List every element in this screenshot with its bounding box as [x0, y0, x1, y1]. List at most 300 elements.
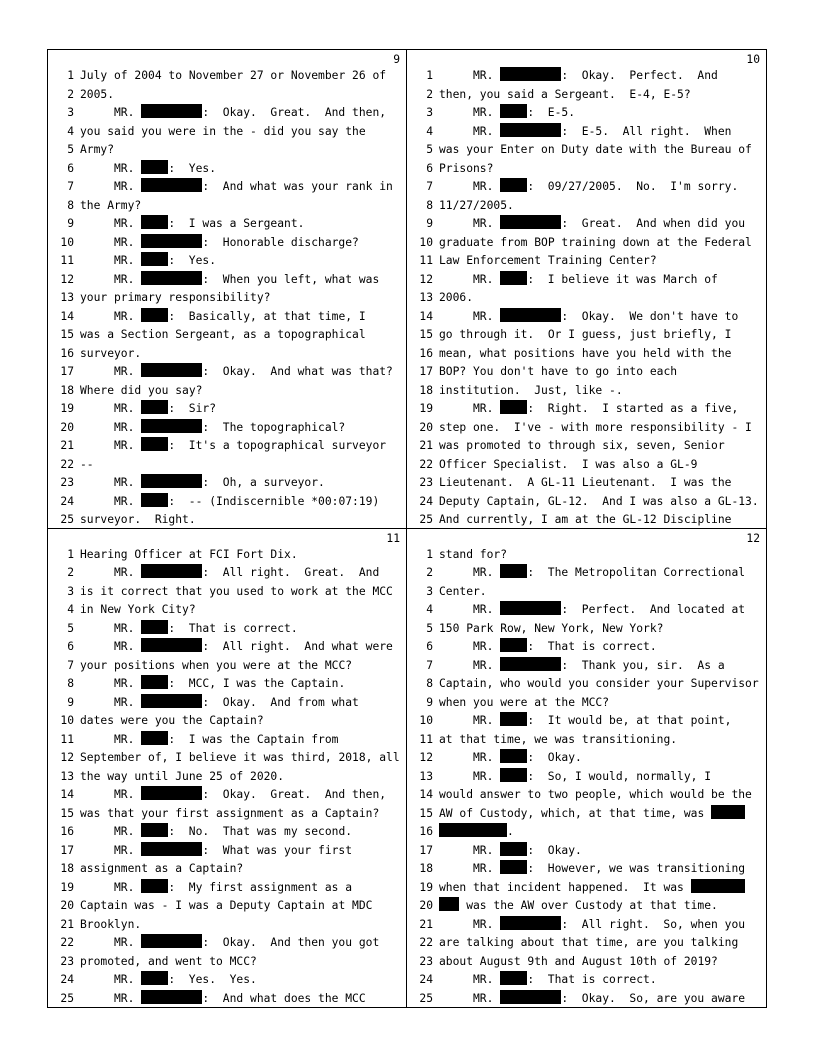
line-number: 15 — [60, 328, 74, 341]
redaction-block — [141, 437, 168, 451]
line-number: 6 — [67, 640, 74, 653]
line-text — [439, 879, 766, 898]
line-number: 1 — [426, 547, 433, 561]
line-number: 2 — [426, 566, 433, 579]
text-segment: MR. — [80, 161, 142, 175]
transcript-line — [407, 805, 766, 824]
text-segment: when you were at the MCC? — [439, 695, 610, 709]
line-number: 5 — [426, 143, 433, 156]
text-segment: assignment as a Captain? — [80, 862, 244, 875]
line-text — [80, 326, 406, 345]
text-segment: MR. — [80, 880, 142, 894]
text-segment: you said you were in the - did you say the — [80, 124, 366, 138]
text-segment: : That is correct. — [527, 973, 657, 986]
line-text — [439, 382, 766, 401]
text-segment: go through it. Or I guess, just briefly, I — [439, 328, 732, 341]
transcript-line — [48, 493, 406, 512]
text-segment: MR. — [439, 217, 501, 230]
line-text — [80, 712, 406, 731]
transcript-line — [407, 879, 766, 898]
line-text — [439, 104, 766, 123]
text-segment: : Okay. — [527, 751, 582, 764]
line-text — [439, 620, 766, 639]
redaction-block — [500, 308, 561, 322]
transcript-line — [407, 620, 766, 639]
transcript-line — [407, 178, 766, 197]
line-text — [80, 234, 406, 253]
transcript-line — [407, 712, 766, 731]
line-text — [439, 419, 766, 438]
transcript-line — [48, 694, 406, 713]
redaction-block — [141, 564, 202, 578]
line-text — [439, 437, 766, 456]
text-segment: MR. — [80, 476, 142, 489]
redaction-block — [141, 620, 168, 634]
text-segment: the way until June 25 of 2020. — [80, 769, 285, 783]
transcript-line — [407, 419, 766, 438]
transcript-line — [407, 546, 766, 565]
text-segment: AW of Custody, which, at that time, was — [439, 806, 712, 820]
line-number: 11 — [60, 732, 74, 746]
transcript-line — [407, 493, 766, 512]
line-text — [80, 657, 406, 676]
line-text — [80, 474, 406, 493]
redaction-block — [141, 990, 202, 1004]
transcript-line — [48, 916, 406, 935]
redaction-block — [500, 657, 561, 671]
text-segment: step one. I've - with more responsibility - I — [439, 420, 752, 434]
text-segment: : When you left, what was — [202, 272, 380, 286]
redaction-block — [500, 768, 527, 782]
line-number: 2 — [67, 566, 74, 579]
page-number: 12 — [746, 531, 760, 545]
redaction-block — [141, 694, 202, 708]
redaction-block — [439, 897, 459, 911]
text-segment: : The Metropolitan Correctional — [527, 566, 746, 579]
transcript-line — [48, 842, 406, 861]
line-number: 23 — [419, 476, 433, 489]
redaction-block — [711, 805, 745, 819]
line-number: 11 — [419, 732, 433, 746]
text-segment: : Thank you, sir. As a — [561, 658, 725, 672]
transcript-line — [407, 234, 766, 253]
text-segment: : However, we was transitioning — [527, 862, 746, 875]
text-segment: surveyor. Right. — [80, 513, 196, 526]
text-segment: MR. — [80, 843, 142, 857]
redaction-block — [500, 638, 527, 652]
text-segment: Brooklyn. — [80, 917, 142, 931]
line-text — [439, 289, 766, 308]
text-segment: your positions when you were at the MCC? — [80, 658, 353, 672]
text-segment: : E-5. — [527, 106, 576, 119]
line-number: 25 — [419, 513, 433, 526]
line-number: 13 — [419, 291, 433, 304]
redaction-block — [500, 67, 561, 81]
line-number: 14 — [419, 309, 433, 323]
transcript-line — [48, 879, 406, 898]
line-number: 6 — [426, 640, 433, 653]
text-segment: MR. — [80, 180, 142, 193]
transcript-line — [407, 67, 766, 86]
line-number: 20 — [60, 899, 74, 912]
line-text — [439, 990, 766, 1008]
transcript-line — [48, 326, 406, 345]
line-number: 4 — [426, 603, 433, 616]
transcript-line — [48, 252, 406, 271]
transcript-line — [48, 786, 406, 805]
transcript-line — [407, 123, 766, 142]
line-text — [439, 308, 766, 327]
line-number: 18 — [419, 862, 433, 875]
transcript-line — [48, 731, 406, 750]
transcript-line — [48, 308, 406, 327]
redaction-block — [500, 860, 527, 874]
text-segment: Officer Specialist. I was also a GL-9 — [439, 457, 698, 471]
line-number: 2 — [426, 87, 433, 101]
line-text — [80, 271, 406, 290]
text-segment: MR. — [80, 272, 142, 286]
transcript-line — [48, 345, 406, 364]
line-number: 6 — [67, 161, 74, 175]
line-number: 24 — [60, 494, 74, 508]
transcript-line — [407, 564, 766, 583]
text-segment: : So, I would, normally, I — [527, 769, 712, 783]
line-text — [439, 493, 766, 512]
transcript-line — [407, 326, 766, 345]
transcript-line — [48, 215, 406, 234]
line-number: 17 — [60, 843, 74, 857]
text-segment: MR. — [439, 769, 501, 783]
text-segment: Captain, who would you consider your Supervisor — [439, 677, 759, 690]
text-segment: : Sir? — [168, 402, 217, 415]
line-number: 9 — [426, 695, 433, 709]
line-text — [439, 197, 766, 216]
text-segment: Prisons? — [439, 161, 494, 175]
transcript-line — [48, 437, 406, 456]
line-number: 20 — [60, 420, 74, 434]
text-segment: MR. — [439, 862, 501, 875]
transcript-line — [407, 197, 766, 216]
line-text — [80, 160, 406, 179]
transcript-line — [48, 990, 406, 1008]
text-segment: MR. — [439, 180, 501, 193]
text-segment: MR. — [80, 254, 142, 267]
line-text — [439, 546, 766, 565]
text-segment: graduate from BOP training down at the Federal — [439, 235, 752, 249]
line-number: 1 — [67, 69, 74, 82]
text-segment: MR. — [80, 973, 142, 986]
transcript-line — [48, 638, 406, 657]
line-text — [439, 271, 766, 290]
transcript-line — [407, 437, 766, 456]
line-number: 25 — [419, 991, 433, 1005]
line-number: 2 — [67, 87, 74, 101]
transcript-line — [48, 971, 406, 990]
redaction-block — [500, 564, 527, 578]
line-number: 7 — [67, 180, 74, 193]
line-number: 15 — [419, 806, 433, 820]
transcript-line — [48, 67, 406, 86]
line-number: 5 — [426, 621, 433, 635]
transcript-line — [407, 104, 766, 123]
line-number: 16 — [60, 825, 74, 838]
line-text — [80, 675, 406, 694]
transcript-line — [48, 546, 406, 565]
line-text — [80, 178, 406, 197]
text-segment: MR. — [439, 69, 501, 82]
transcript-line — [48, 934, 406, 953]
text-segment: : All right. Great. And — [202, 566, 380, 579]
line-text — [80, 437, 406, 456]
text-segment: MR. — [80, 439, 142, 452]
text-segment: : Okay. We don't have to — [561, 309, 739, 323]
transcript-line — [407, 86, 766, 105]
redaction-block — [141, 252, 168, 266]
text-segment: : Okay. Great. And then, — [202, 788, 387, 801]
line-number: 12 — [419, 272, 433, 286]
transcript-line — [48, 620, 406, 639]
line-number: 22 — [60, 936, 74, 949]
line-number: 18 — [60, 383, 74, 397]
line-text — [439, 86, 766, 105]
text-segment: Center. — [439, 584, 487, 598]
line-text — [80, 620, 406, 639]
line-text — [80, 971, 406, 990]
transcript-line — [48, 456, 406, 475]
transcript-line — [48, 953, 406, 972]
transcript-line — [407, 638, 766, 657]
line-number: 5 — [67, 621, 74, 635]
line-text — [439, 141, 766, 160]
line-text — [80, 934, 406, 953]
redaction-block — [141, 271, 202, 285]
text-segment: then, you said a Sergeant. E-4, E-5? — [439, 87, 691, 101]
text-segment: : And what was your rank in — [202, 180, 393, 193]
line-text — [439, 694, 766, 713]
transcript-lines — [48, 67, 406, 529]
line-text — [80, 345, 406, 364]
transcript-line — [407, 786, 766, 805]
text-segment: : Okay. Great. And then, — [202, 106, 387, 119]
line-text — [439, 511, 766, 529]
transcript-line — [407, 252, 766, 271]
line-text — [439, 326, 766, 345]
text-segment: : Okay. Perfect. And — [561, 69, 718, 82]
text-segment: MR. — [80, 106, 142, 119]
text-segment: : E-5. All right. When — [561, 124, 732, 138]
transcript-line — [48, 178, 406, 197]
text-segment: MR. — [80, 991, 142, 1005]
line-text — [439, 474, 766, 493]
transcript-page — [407, 529, 766, 1008]
text-segment: MR. — [80, 217, 142, 230]
line-text — [80, 823, 406, 842]
line-text — [80, 197, 406, 216]
transcript-line — [48, 860, 406, 879]
transcript-line — [407, 511, 766, 529]
line-number: 10 — [419, 235, 433, 249]
transcript-line — [48, 564, 406, 583]
line-number: 13 — [419, 769, 433, 783]
transcript-line — [48, 382, 406, 401]
transcript-line — [407, 934, 766, 953]
line-text — [80, 400, 406, 419]
line-number: 14 — [419, 788, 433, 801]
text-segment: MR. — [80, 677, 142, 690]
text-segment: : I was the Captain from — [168, 732, 339, 746]
line-text — [439, 456, 766, 475]
transcript-lines — [48, 546, 406, 1008]
redaction-block — [500, 123, 561, 137]
transcript-line — [407, 953, 766, 972]
text-segment: about August 9th and August 10th of 2019? — [439, 954, 718, 968]
text-segment: MR. — [439, 603, 501, 616]
text-segment: are talking about that time, are you talking — [439, 936, 739, 949]
line-number: 21 — [60, 439, 74, 452]
line-number: 7 — [67, 658, 74, 672]
text-segment: : Okay. And what was that? — [202, 365, 393, 378]
text-segment: mean, what positions have you held with the — [439, 346, 732, 360]
transcript-line — [48, 768, 406, 787]
text-segment: MR. — [80, 788, 142, 801]
line-text — [80, 749, 406, 768]
transcript-line — [407, 897, 766, 916]
text-segment: at that time, we was transitioning. — [439, 732, 678, 746]
text-segment: : And what does the MCC — [202, 991, 366, 1005]
transcript-line — [407, 657, 766, 676]
text-segment: MR. — [439, 566, 501, 579]
line-number: 22 — [419, 936, 433, 949]
text-segment: : Okay. And from what — [202, 695, 359, 709]
text-segment: 2005. — [80, 87, 115, 101]
transcript-line — [407, 141, 766, 160]
line-text — [80, 215, 406, 234]
transcript-line — [48, 823, 406, 842]
text-segment: : Okay. So, are you aware — [561, 991, 746, 1005]
text-segment: : All right. So, when you — [561, 917, 746, 931]
text-segment: MR. — [439, 973, 501, 986]
text-segment: : Yes. — [168, 254, 217, 267]
transcript-line — [407, 400, 766, 419]
line-number: 22 — [419, 457, 433, 471]
text-segment: is it correct that you used to work at the MCC — [80, 584, 393, 598]
line-number: 19 — [419, 402, 433, 415]
text-segment: : I was a Sergeant. — [168, 217, 305, 230]
transcript-page — [48, 50, 407, 529]
line-text — [439, 916, 766, 935]
transcript-line — [48, 160, 406, 179]
text-segment: MR. — [439, 640, 501, 653]
line-number: 17 — [60, 365, 74, 378]
text-segment: : Oh, a surveyor. — [202, 476, 325, 489]
line-text — [80, 768, 406, 787]
text-segment: Army? — [80, 143, 115, 156]
text-segment: in New York City? — [80, 603, 196, 616]
transcript-line — [48, 897, 406, 916]
line-number: 25 — [60, 513, 74, 526]
transcript-line — [407, 382, 766, 401]
text-segment: : The topographical? — [202, 420, 346, 434]
text-segment: when that incident happened. It was — [439, 880, 691, 894]
line-number: 18 — [60, 862, 74, 875]
transcript-line — [48, 400, 406, 419]
text-segment: -- — [80, 457, 94, 471]
transcript-line — [48, 141, 406, 160]
redaction-block — [141, 842, 202, 856]
transcript-line — [48, 583, 406, 602]
line-text — [439, 749, 766, 768]
line-text — [80, 363, 406, 382]
line-number: 5 — [67, 143, 74, 156]
text-segment: MR. — [439, 991, 501, 1005]
text-segment: MR. — [439, 843, 501, 857]
redaction-block — [691, 879, 745, 893]
line-number: 20 — [419, 899, 433, 912]
transcript-line — [407, 583, 766, 602]
redaction-block — [141, 638, 202, 652]
text-segment: : Okay. — [527, 843, 582, 857]
transcript-line — [48, 363, 406, 382]
line-text — [439, 805, 766, 824]
text-segment: : My first assignment as a — [168, 880, 353, 894]
redaction-block — [500, 712, 527, 726]
redaction-block — [141, 419, 202, 433]
redaction-block — [141, 363, 202, 377]
redaction-block — [500, 104, 527, 118]
line-number: 8 — [426, 677, 433, 690]
redaction-block — [141, 215, 168, 229]
transcript-line — [407, 675, 766, 694]
line-number: 24 — [419, 973, 433, 986]
text-segment: : Honorable discharge? — [202, 235, 359, 249]
text-segment: MR. — [439, 751, 501, 764]
text-segment: : What was your first — [202, 843, 353, 857]
text-segment: : 09/27/2005. No. I'm sorry. — [527, 180, 739, 193]
transcript-line — [48, 234, 406, 253]
redaction-block — [500, 749, 527, 763]
line-text — [80, 141, 406, 160]
transcript-line — [407, 160, 766, 179]
text-segment: MR. — [80, 309, 142, 323]
redaction-block — [141, 731, 168, 745]
line-text — [439, 897, 766, 916]
transcript-line — [407, 474, 766, 493]
transcript-line — [48, 601, 406, 620]
text-segment: MR. — [439, 106, 501, 119]
redaction-block — [500, 990, 561, 1004]
line-text — [439, 712, 766, 731]
line-text — [80, 419, 406, 438]
line-text — [80, 897, 406, 916]
line-number: 3 — [67, 106, 74, 119]
line-number: 4 — [67, 124, 74, 138]
transcript-line — [48, 86, 406, 105]
line-number: 6 — [426, 161, 433, 175]
transcript-lines — [407, 546, 766, 1008]
line-number: 8 — [67, 677, 74, 690]
text-segment: MR. — [439, 272, 501, 286]
line-text — [439, 234, 766, 253]
line-number: 9 — [426, 217, 433, 230]
page-number: 10 — [746, 53, 760, 66]
transcript-line — [48, 197, 406, 216]
text-segment: 2006. — [439, 291, 474, 304]
redaction-block — [141, 934, 202, 948]
text-segment: MR. — [80, 621, 142, 635]
line-text — [80, 583, 406, 602]
line-number: 19 — [419, 880, 433, 894]
line-number: 16 — [419, 346, 433, 360]
